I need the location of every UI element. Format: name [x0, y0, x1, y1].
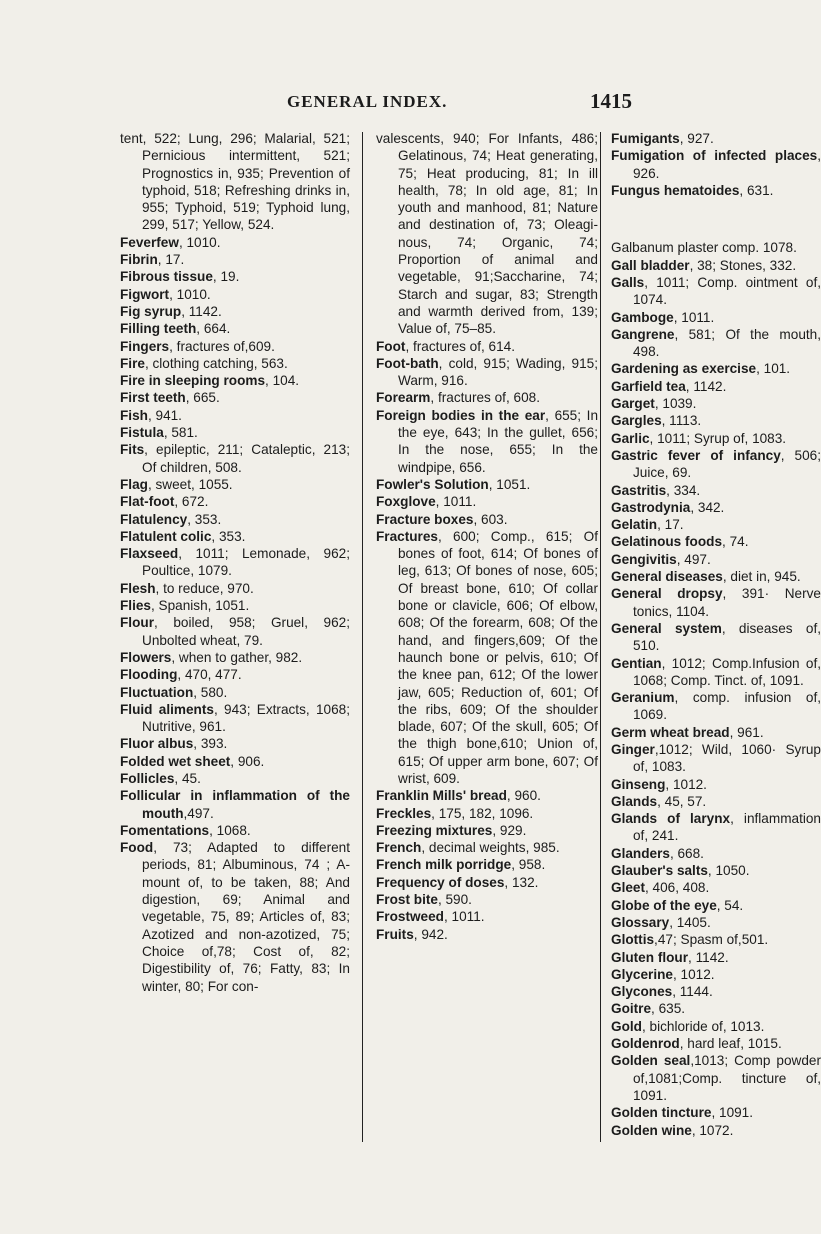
index-entry: General diseases, diet in, 945.: [611, 569, 801, 585]
index-entry: Gentian, 1012; Comp.Infusion of, 1068; Comp. Tinct. of, 1091.: [611, 655, 821, 688]
index-entry: Glands, 45, 57.: [611, 793, 707, 809]
index-entry: Golden seal,1013; Comp powder of,1081;Comp. tincture of, 1091.: [611, 1053, 821, 1103]
index-entry: Frequency of doses, 132.: [376, 874, 539, 890]
index-entry: Foot-bath, cold, 915; Wading, 915; Warm, 916.: [376, 355, 598, 389]
index-entry: Freezing mixtures, 929.: [376, 822, 527, 838]
index-entry: Figwort, 1010.: [120, 286, 211, 302]
index-entry: Gold, bichloride of, 1013.: [611, 1018, 765, 1034]
index-entry: Gangrene, 581; Of the mouth, 498.: [611, 326, 821, 360]
index-entry: Fibrin, 17.: [120, 252, 185, 268]
index-entry: Fomentations, 1068.: [120, 822, 251, 838]
index-entry: Glycerine, 1012.: [611, 966, 715, 982]
index-entry: Glauber's salts, 1050.: [611, 863, 750, 879]
index-entry: Franklin Mills' bread, 960.: [376, 788, 541, 804]
index-entry: Fractures, 600; Comp., 615; Of bones of foot, 614; Of bones of leg, 613; Of bones of nose, 605; Of breast bone, 610; Of collar bone or clavicle, 606; Of elbow, 608; Of the forearm, 608; Of the hand, and fingers,609; Of the haunch bone or pelvis, 610; Of the knee pan, 612; Of the lower jaw, 605; Reduction of, 601; Of the ribs, 609; Of the shoulder blade, 607; Of the skull, 605; Of the thigh bone,610; Union of, 615; Of upper arm bone, 607; Of wrist, 609.: [376, 528, 598, 786]
running-title: GENERAL INDEX.: [287, 92, 448, 111]
index-entry: Flowers, when to gather, 982.: [120, 649, 303, 665]
index-entry: Fruits, 942.: [376, 926, 448, 942]
index-entry: Ginseng, 1012.: [611, 776, 707, 792]
index-entry: Foreign bodies in the ear, 655; In the eye, 643; In the gullet, 656; In the nose, 655; In the windpipe, 656.: [376, 407, 599, 475]
index-entry: Folded wet sheet, 906.: [120, 753, 265, 769]
index-entry: Fire, clothing catching, 563.: [120, 355, 288, 371]
index-entry: Flaxseed, 1011; Lemonade, 962; Poultice, 1079.: [120, 546, 350, 579]
index-entry: Fingers, fractures of,609.: [120, 338, 275, 354]
index-entry: Garget, 1039.: [611, 396, 697, 412]
index-entry: Flat-foot, 672.: [120, 494, 209, 510]
index-entry: Forearm, fractures of, 608.: [376, 390, 540, 406]
index-entry: Gluten flour, 1142.: [611, 949, 729, 965]
index-entry: Flooding, 470, 477.: [120, 667, 242, 683]
index-entry: General dropsy, 391· Nerve tonics, 1104.: [611, 586, 821, 619]
index-entry: Glottis,47; Spasm of,501.: [611, 932, 769, 948]
index-entry: Gastritis, 334.: [611, 482, 701, 498]
index-entry: Freckles, 175, 182, 1096.: [376, 805, 534, 821]
index-entry: Fibrous tissue, 19.: [120, 269, 240, 285]
index-entry: Golden tincture, 1091.: [611, 1105, 754, 1121]
index-entry: Fumigants, 927.: [611, 131, 714, 146]
index-entry: Fluctuation, 580.: [120, 684, 228, 700]
index-entry: valescents, 940; For Infants, 486; Gelatinous, 74; Heat generating, 75; Heat producing, 81; In ill health, 78; In old age, 81; In youth and manhood, 81; Nature and destination of, 73; Oleaginous, 74; Organic, 74; Proportion of animal and vegetable, 91;Saccharine, 74; Starch and sugar, 83; Strength and warmth derived from, 139; Value of, 75–85.: [376, 131, 598, 337]
index-entry: Garfield tea, 1142.: [611, 378, 727, 394]
index-entry: Ginger,1012; Wild, 1060· Syrup of, 1083.: [611, 741, 821, 775]
section-gap: [611, 213, 821, 226]
index-entry: Flatulency, 353.: [120, 511, 222, 527]
index-entry: Foxglove, 1011.: [376, 494, 477, 510]
index-entry: Fluid aliments, 943; Extracts, 1068; Nutritive, 961.: [120, 701, 350, 735]
index-entry: Flatulent colic, 353.: [120, 528, 246, 544]
index-entry: Gamboge, 1011.: [611, 309, 715, 325]
index-entry: Gardening as exercise, 101.: [611, 361, 791, 377]
index-column-1: [120, 130, 350, 995]
index-entry: Geranium, comp. infusion of, 1069.: [611, 690, 821, 723]
index-entry: Fungus hematoides, 631.: [611, 182, 774, 198]
index-column-3: [611, 130, 821, 1139]
index-entry: Fish, 941.: [120, 407, 182, 423]
index-entry: Feverfew, 1010.: [120, 234, 221, 250]
index-entry: Foot, fractures of, 614.: [376, 338, 516, 354]
index-entry: Fluor albus, 393.: [120, 736, 228, 752]
index-entry: Fowler's Solution, 1051.: [376, 476, 531, 492]
index-column-2: [376, 130, 598, 943]
index-entry: Goitre, 635.: [611, 1001, 686, 1017]
index-entry: General system, diseases of, 510.: [611, 620, 821, 654]
index-entry: Fire in sleeping rooms, 104.: [120, 373, 300, 389]
index-entry: Gall bladder, 38; Stones, 332.: [611, 257, 797, 273]
index-entry: Galbanum plaster comp. 1078.: [611, 240, 797, 256]
index-entry: Gastrodynia, 342.: [611, 499, 725, 515]
index-entry: tent, 522; Lung, 296; Malarial, 521; Pernicious intermittent, 521; Prognostics in, 935; Prevention of typhoid, 518; Refreshing drinks in, 955; Typhoid, 519; Typhoid lung, 299, 517; Yellow, 524.: [120, 131, 350, 233]
index-entry: Golden wine, 1072.: [611, 1122, 734, 1138]
index-entry: Fracture boxes, 603.: [376, 511, 508, 527]
index-entry: Germ wheat bread, 961.: [611, 724, 764, 740]
index-entry: Fig syrup, 1142.: [120, 303, 222, 319]
index-entry: Gastric fever of infancy, 506; Juice, 69.: [611, 447, 821, 481]
page-number: 1415: [590, 89, 632, 113]
index-entry: Fumigation of infected places, 926.: [611, 148, 821, 181]
index-entry: Frostweed, 1011.: [376, 909, 485, 925]
index-entry: Gengivitis, 497.: [611, 551, 711, 567]
index-entry: Garlic, 1011; Syrup of, 1083.: [611, 430, 787, 446]
column-rule: [362, 132, 363, 1142]
index-entry: Flag, sweet, 1055.: [120, 476, 233, 492]
index-entry: Frost bite, 590.: [376, 892, 472, 908]
index-entry: Fistula, 581.: [120, 425, 198, 441]
index-entry: Goldenrod, hard leaf, 1015.: [611, 1036, 782, 1052]
index-entry: Glossary, 1405.: [611, 914, 711, 930]
index-entry: Globe of the eye, 54.: [611, 897, 744, 913]
index-entry: Gargles, 1113.: [611, 413, 702, 429]
index-entry: Glycones, 1144.: [611, 984, 713, 1000]
index-entry: Flies, Spanish, 1051.: [120, 598, 250, 614]
index-entry: Food, 73; Adapted to different periods, 81; Albuminous, 74 ; Amount of, to be taken, 88; And digestion, 69; Animal and vegetable, 75, 89; Articles of, 83; Azotized and non-azotized, 75; Choice of,78; Cost of, 82; Digestibility of, 76; Fatty, 83; In winter, 80; For con-: [120, 840, 350, 994]
index-entry: Flesh, to reduce, 970.: [120, 580, 254, 596]
index-entry: Gelatin, 17.: [611, 517, 684, 533]
index-entry: Gelatinous foods, 74.: [611, 534, 749, 550]
index-entry: Glands of larynx, inflammation of, 241.: [611, 811, 821, 844]
index-entry: Filling teeth, 664.: [120, 321, 231, 337]
index-entry: Flour, boiled, 958; Gruel, 962; Unbolted wheat, 79.: [120, 615, 350, 648]
index-entry: Fits, epileptic, 211; Cataleptic, 213; Of children, 508.: [120, 442, 350, 475]
index-entry: Gleet, 406, 408.: [611, 880, 710, 896]
index-entry: First teeth, 665.: [120, 390, 220, 406]
index-entry: Glanders, 668.: [611, 845, 704, 861]
column-rule: [600, 132, 601, 1142]
page-header: [0, 89, 800, 116]
index-entry: Follicular in inflammation of the mouth,497.: [120, 788, 350, 821]
index-entry: Galls, 1011; Comp. ointment of, 1074.: [611, 274, 821, 308]
index-entry: Follicles, 45.: [120, 770, 201, 786]
index-entry: French milk porridge, 958.: [376, 857, 546, 873]
index-entry: French, decimal weights, 985.: [376, 840, 560, 856]
